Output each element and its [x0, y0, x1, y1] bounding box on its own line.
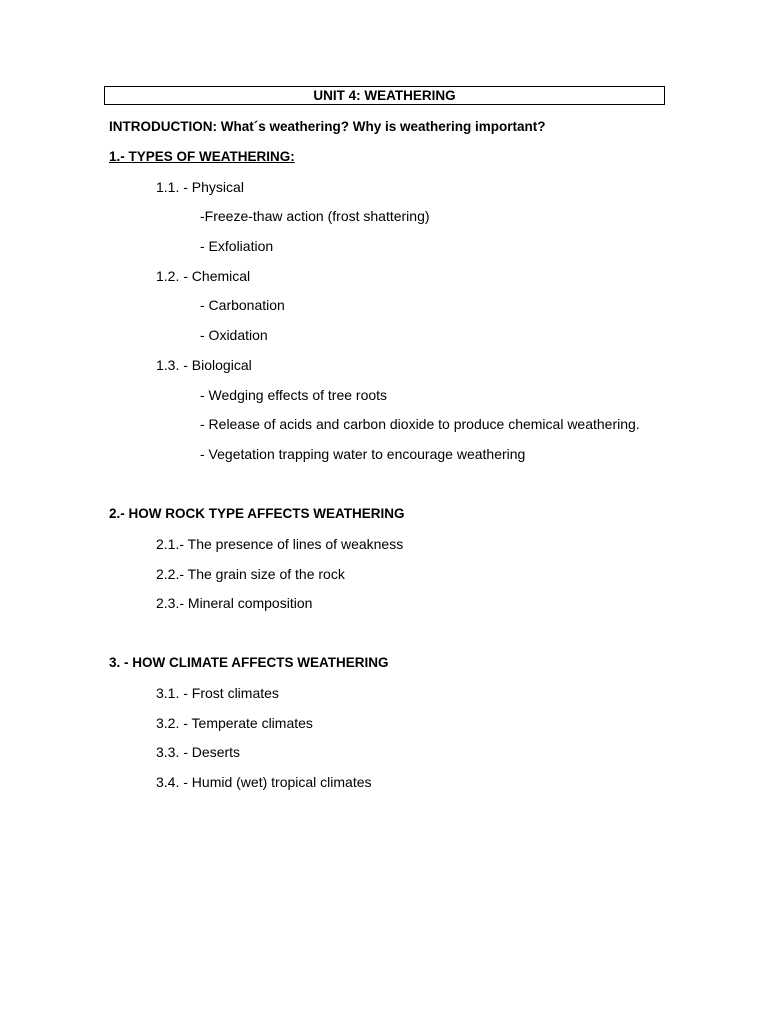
introduction-heading: INTRODUCTION: What´s weathering? Why is weathering important?: [109, 119, 546, 134]
list-item: 2.3.- Mineral composition: [156, 595, 313, 611]
list-item: - Vegetation trapping water to encourage weathering: [200, 446, 526, 462]
subsection-biological: 1.3. - Biological: [156, 357, 252, 373]
list-item: - Release of acids and carbon dioxide to produce chemical weathering.: [200, 416, 640, 432]
list-item: 2.2.- The grain size of the rock: [156, 566, 345, 582]
list-item: 3.2. - Temperate climates: [156, 715, 313, 731]
subsection-physical: 1.1. - Physical: [156, 179, 244, 195]
list-item: -Freeze-thaw action (frost shattering): [200, 208, 430, 224]
list-item: 3.4. - Humid (wet) tropical climates: [156, 774, 372, 790]
list-item: - Exfoliation: [200, 238, 274, 254]
subsection-chemical: 1.2. - Chemical: [156, 268, 251, 284]
section-3-heading: 3. - HOW CLIMATE AFFECTS WEATHERING: [109, 655, 389, 670]
list-item: - Wedging effects of tree roots: [200, 387, 388, 403]
section-1-heading: 1.- TYPES OF WEATHERING:: [109, 149, 295, 164]
list-item: - Oxidation: [200, 327, 268, 343]
section-2-heading: 2.- HOW ROCK TYPE AFFECTS WEATHERING: [109, 506, 405, 521]
list-item: 3.1. - Frost climates: [156, 685, 279, 701]
unit-title: UNIT 4: WEATHERING: [104, 86, 665, 105]
list-item: 2.1.- The presence of lines of weakness: [156, 536, 404, 552]
list-item: 3.3. - Deserts: [156, 744, 241, 760]
list-item: - Carbonation: [200, 297, 285, 313]
